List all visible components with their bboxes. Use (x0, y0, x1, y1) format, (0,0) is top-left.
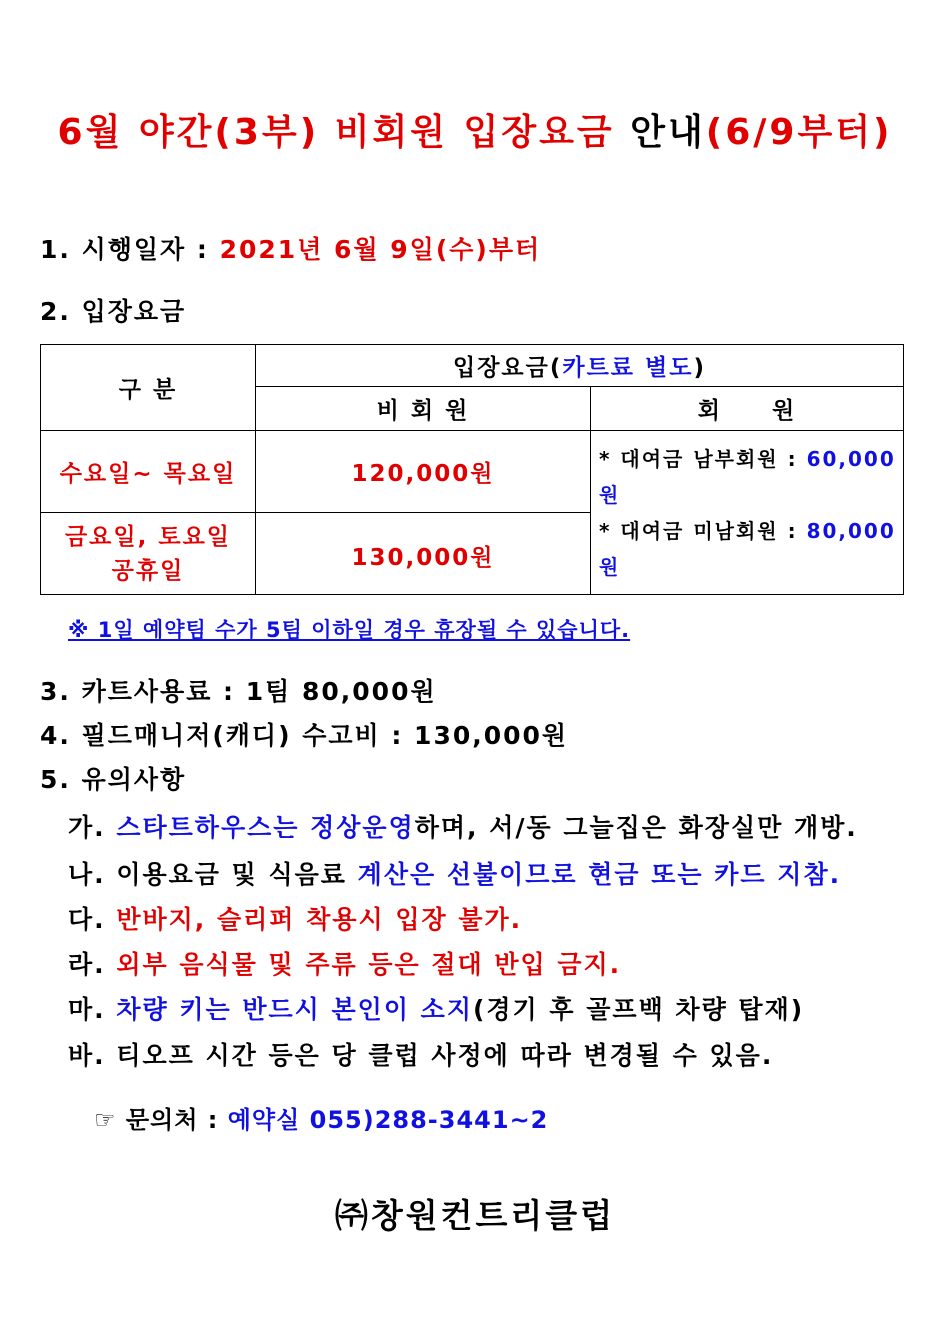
notice-na-prefix: 나. 이용요금 및 식음료 (68, 860, 358, 889)
notice-ma-prefix: 마. (68, 995, 117, 1024)
col-fee-prefix: 입장요금( (452, 355, 563, 381)
title-red: 6월 야간(3부) 비회원 입장요금 (57, 112, 615, 153)
col-nonmember: 비 회 원 (256, 387, 591, 431)
member-line-1 (599, 441, 902, 513)
fee-table (40, 344, 904, 595)
notice-ba: 바. 티오프 시간 등은 당 클럽 사정에 따라 변경될 수 있음. (68, 1041, 774, 1070)
notice-ra-prefix: 라. (68, 950, 117, 979)
row2-label-line2: 공휴일 (111, 557, 185, 584)
title-date: (6/9부터) (705, 112, 893, 153)
contact-line (94, 1100, 548, 1135)
company-name: ㈜창원컨트리클럽 (334, 1196, 616, 1235)
effective-date-line (40, 230, 541, 266)
member-line-2 (599, 513, 902, 585)
notice-ra (68, 945, 621, 981)
title-black: 안내 (614, 112, 706, 153)
member-line-1-value: 60,000원 (599, 446, 896, 507)
notice-da-red: 반바지, 슬리퍼 착용시 입장 불가. (116, 905, 523, 934)
notice-ga-prefix: 가. (68, 813, 117, 842)
notice-ga-blue: 스타트하우스는 정상운영 (116, 813, 415, 842)
effective-date-label: 1. 시행일자 : (40, 235, 220, 264)
notice-da-prefix: 다. (68, 905, 117, 934)
fee-heading: 2. 입장요금 (40, 297, 187, 326)
notices-heading: 5. 유의사항 (40, 765, 187, 794)
notice-ma (68, 990, 804, 1026)
member-fees (591, 431, 904, 595)
contact-value: 예약실 055)288-3441~2 (227, 1106, 549, 1134)
caddie-fee-line: 4. 필드매니저(캐디) 수고비 : 130,000원 (40, 721, 569, 750)
notice-na-blue: 계산은 선불이므로 현금 또는 카드 지참. (357, 860, 842, 889)
member-line-2-label: * 대여금 미남회원 : (599, 518, 807, 543)
notice-da (68, 900, 522, 936)
contact-label: ☞ 문의처 : (94, 1106, 228, 1134)
notice-ma-rest: (경기 후 골프백 차량 탑재) (472, 995, 805, 1024)
notice-ga (68, 808, 858, 844)
row1-value: 120,000원 (256, 431, 591, 513)
notice-ga-rest: 하며, 서/동 그늘집은 화장실만 개방. (414, 813, 858, 842)
notice-ma-blue: 차량 키는 반드시 본인이 소지 (116, 995, 473, 1024)
row2-label (41, 513, 256, 595)
row1-label: 수요일~ 목요일 (41, 431, 256, 513)
row2-label-line1: 금요일, 토요일 (64, 523, 232, 550)
notice-na (68, 855, 841, 891)
page-title (0, 104, 950, 155)
col-fee-suffix: ) (693, 355, 706, 381)
member-line-1-label: * 대여금 남부회원 : (599, 446, 807, 471)
cart-fee-line: 3. 카트사용료 : 1팀 80,000원 (40, 677, 437, 706)
col-fee (256, 345, 904, 387)
col-fee-blue: 카트료 별도 (562, 355, 694, 381)
effective-date-value: 2021년 6월 9일(수)부터 (219, 235, 542, 264)
col-member: 회 원 (591, 387, 904, 431)
closure-note: ※ 1일 예약팀 수가 5팀 이하일 경우 휴장될 수 있습니다. (68, 618, 631, 642)
row2-value: 130,000원 (256, 513, 591, 595)
col-category: 구 분 (41, 345, 256, 431)
notice-ra-red: 외부 음식물 및 주류 등은 절대 반입 금지. (116, 950, 622, 979)
member-line-2-value: 80,000원 (599, 518, 896, 579)
